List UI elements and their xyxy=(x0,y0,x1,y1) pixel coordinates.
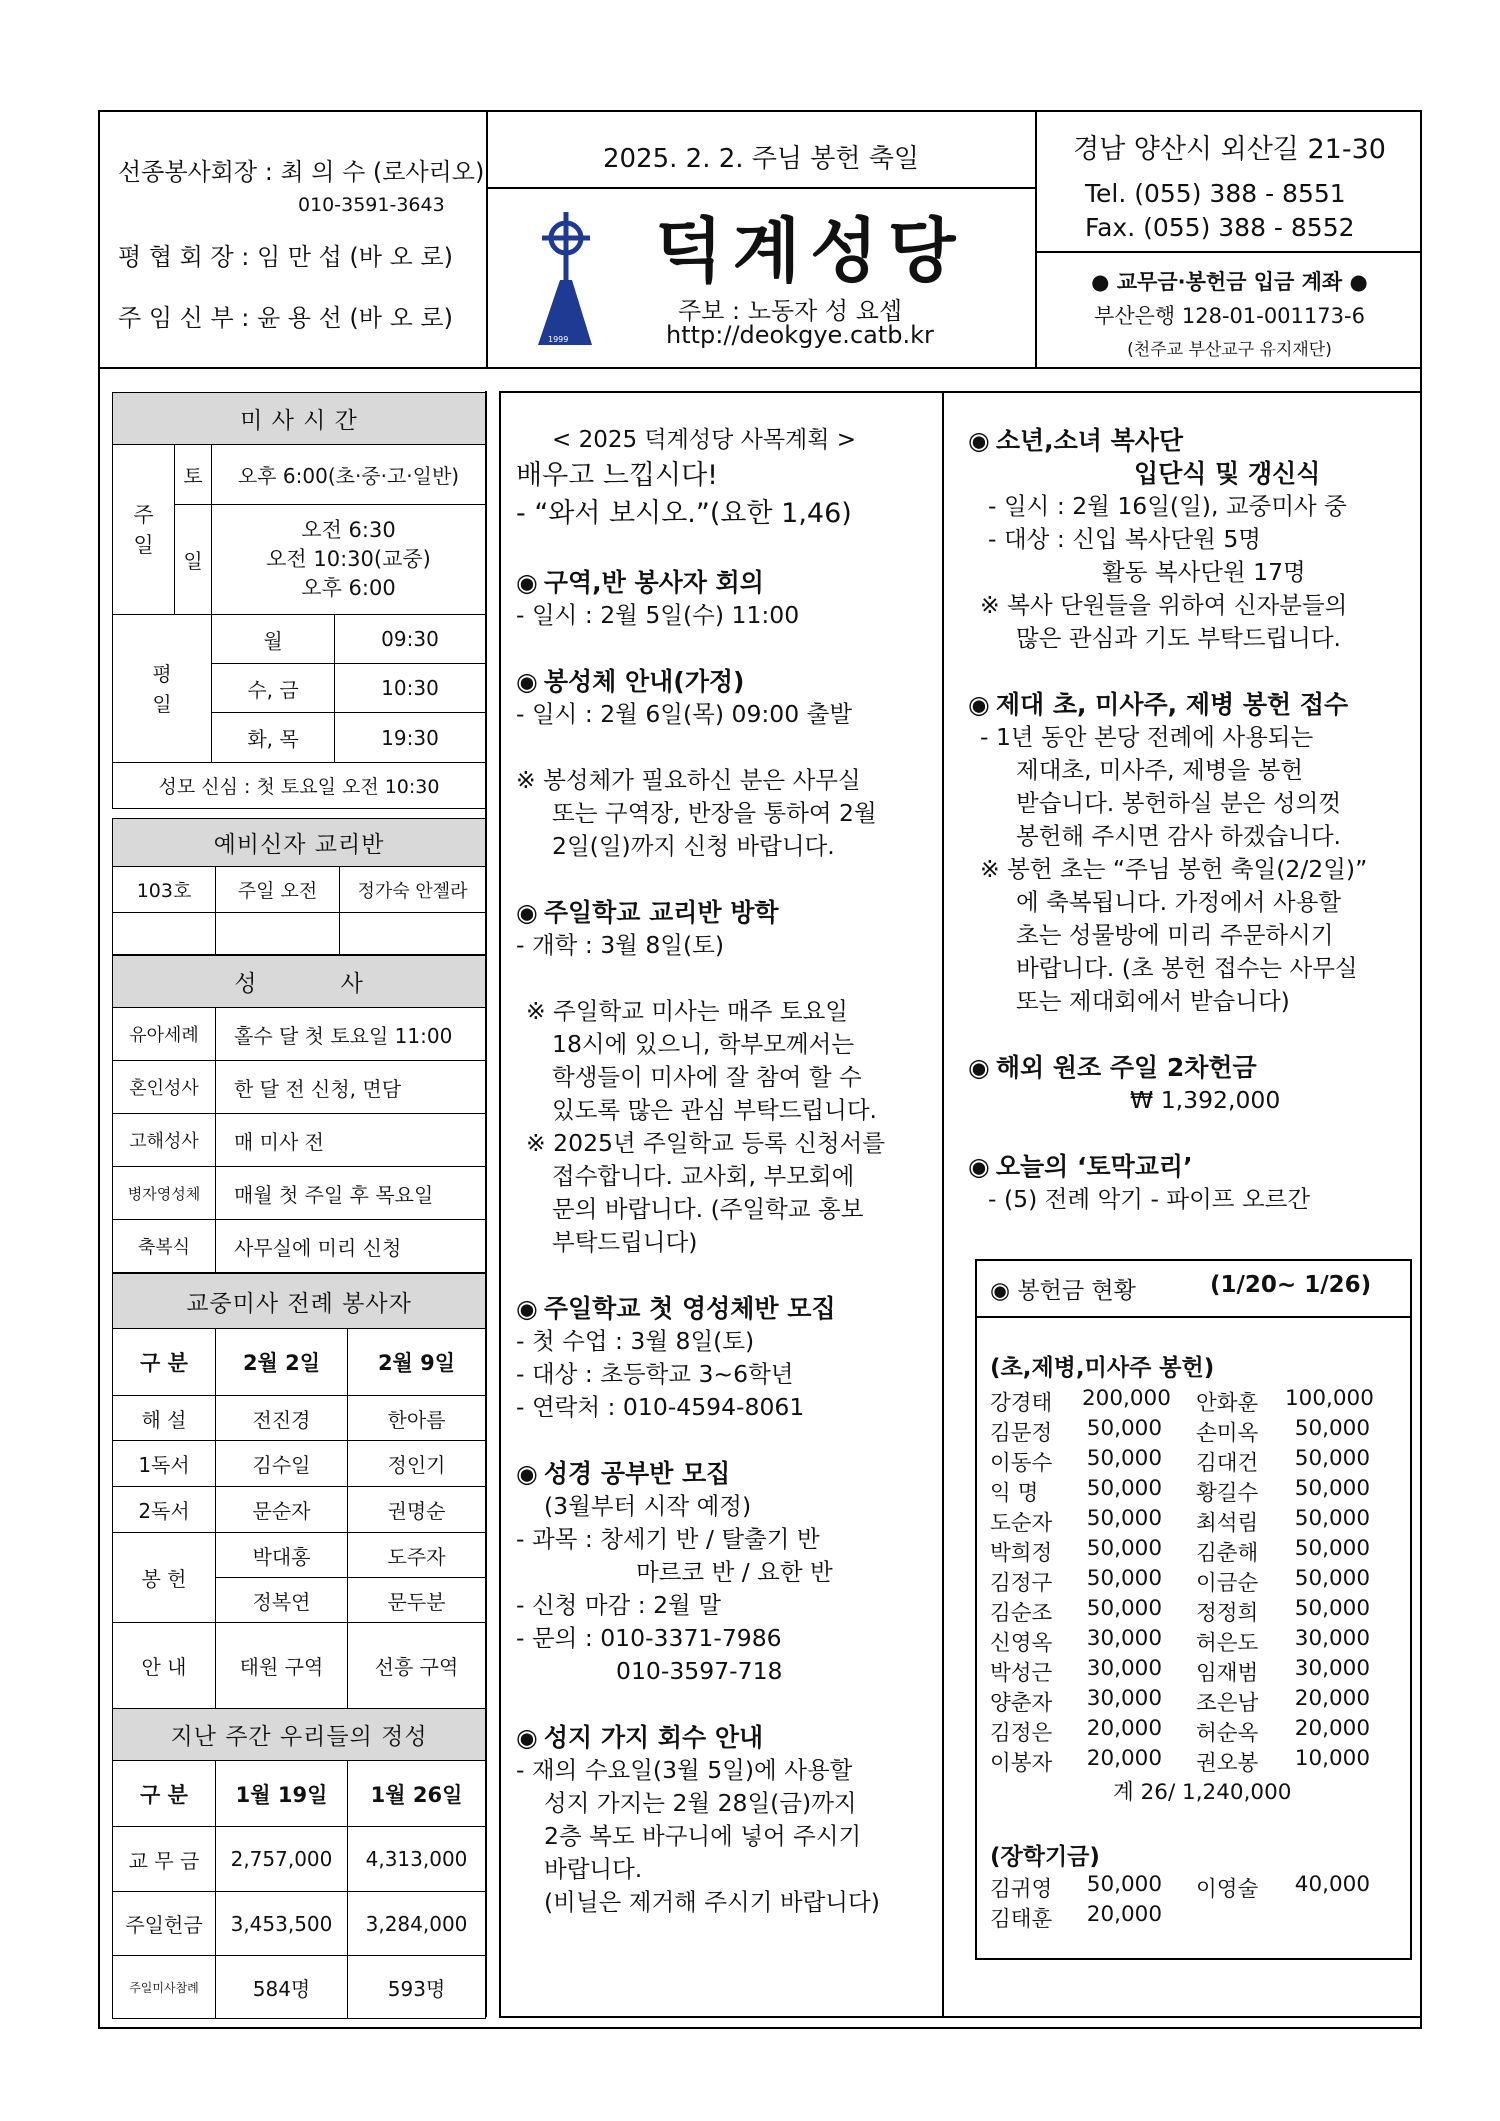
note-line: 문의 바랍니다. (주일학교 홍보 xyxy=(552,1195,864,1223)
bible-study-line: (3월부터 시작 예정) xyxy=(544,1492,752,1520)
server-role: 봉 헌 xyxy=(113,1533,216,1623)
sacrament-name: 유아세례 xyxy=(113,1008,216,1061)
account-holder: (천주교 부산교구 유지재단) xyxy=(1127,340,1332,360)
date-underline xyxy=(487,187,1035,189)
bulletin-date: 2025. 2. 2. 주님 봉헌 축일 xyxy=(602,144,920,174)
sunday-school-title: ◉ 주일학교 교리반 방학 xyxy=(516,896,936,929)
account-title: ● 교무금·봉헌금 입금 계좌 ● xyxy=(1091,270,1368,294)
donor-amount: 30,000 xyxy=(1294,1626,1370,1651)
note-line: 있도록 많은 관심 부탁드립니다. xyxy=(552,1096,877,1124)
note-line: ※ 봉헌 초는 “주님 봉헌 축일(2/2일)” xyxy=(980,855,1368,883)
donor-amount: 30,000 xyxy=(1086,1656,1162,1681)
bible-study-line: - 과목 : 창세기 반 / 탈출기 반 xyxy=(516,1525,820,1553)
catechumen-time: 주일 오전 xyxy=(216,867,340,913)
pastoral-plan-title: < 2025 덕계성당 사목계획 > xyxy=(552,427,857,453)
donor-name: 이동수 xyxy=(990,1451,1053,1476)
donor-name: 박희정 xyxy=(990,1541,1053,1566)
candle-offering-line: - 1년 동안 본당 전례에 사용되는 xyxy=(980,723,1314,751)
donor-name: 권오봉 xyxy=(1196,1751,1259,1776)
chair-phone: 010-3591-3643 xyxy=(298,194,445,216)
donor-name: 황길수 xyxy=(1196,1481,1259,1506)
sunday-day-label: 일 xyxy=(175,505,212,615)
offering-period: (1/20~ 1/26) xyxy=(1210,1272,1372,1298)
altar-servers-title-2: 입단식 및 갱신식 xyxy=(1134,459,1321,488)
sacraments-title: 성 사 xyxy=(113,956,486,1008)
server-name: 선흥 구역 xyxy=(348,1623,486,1709)
note-line: 초는 성물방에 미리 주문하시기 xyxy=(1016,921,1334,949)
empty-cell xyxy=(216,913,340,955)
scholar-amount: 40,000 xyxy=(1294,1872,1370,1897)
scholar-name: 이영술 xyxy=(1196,1877,1259,1902)
donor-name: 조은남 xyxy=(1196,1691,1259,1716)
right-col-border xyxy=(942,391,944,2017)
meeting-date: - 일시 : 2월 5일(수) 11:00 xyxy=(516,601,800,629)
offering-section-1: (초,제병,미사주 봉헌) xyxy=(990,1355,1215,1381)
liturgy-servers-table xyxy=(112,1273,486,1709)
donor-name: 김대건 xyxy=(1196,1451,1259,1476)
servers-header: 2월 2일 xyxy=(216,1329,348,1396)
sacrament-desc: 사무실에 미리 신청 xyxy=(216,1220,486,1273)
weekday-time: 09:30 xyxy=(335,615,486,664)
contrib-value: 584명 xyxy=(216,1956,348,2019)
weekday-day: 월 xyxy=(212,615,335,664)
server-name: 문두분 xyxy=(348,1578,486,1623)
church-logo xyxy=(530,210,602,348)
donor-amount: 10,000 xyxy=(1294,1746,1370,1771)
first-communion-line: - 첫 수업 : 3월 8일(토) xyxy=(516,1327,755,1355)
donor-name: 안화훈 xyxy=(1196,1391,1259,1416)
patron-saint: 주보 : 노동자 성 요셉 xyxy=(678,297,903,325)
body-bottom-line xyxy=(499,2016,1422,2018)
donor-name: 허은도 xyxy=(1196,1631,1259,1656)
donor-name: 이금순 xyxy=(1196,1571,1259,1596)
donor-name: 김문정 xyxy=(990,1421,1053,1446)
note-line: ※ 주일학교 미사는 매주 토요일 xyxy=(526,997,848,1025)
note-line: ※ 2025년 주일학교 등록 신청서를 xyxy=(526,1129,886,1157)
bible-study-line: - 문의 : 010-3371-7986 xyxy=(516,1624,782,1652)
scholar-amount: 20,000 xyxy=(1086,1902,1162,1927)
sacrament-name: 축복식 xyxy=(113,1220,216,1273)
server-name: 정인기 xyxy=(348,1441,486,1487)
sunday-label: 주 일 xyxy=(113,445,175,615)
mid-col-border xyxy=(499,391,501,2017)
donor-amount: 50,000 xyxy=(1294,1416,1370,1441)
sacrament-name: 병자영성체 xyxy=(113,1167,216,1220)
catechumen-room: 103호 xyxy=(113,867,216,913)
note-line: 2일(일)까지 신청 바랍니다. xyxy=(552,832,835,860)
bullet-icon: ◉ xyxy=(990,1278,1018,1304)
contributions-table xyxy=(112,1708,486,2019)
sacrament-desc: 매 미사 전 xyxy=(216,1114,486,1167)
sacrament-desc: 홀수 달 첫 토요일 11:00 xyxy=(216,1008,486,1061)
catechesis-line: - (5) 전례 악기 - 파이프 오르간 xyxy=(988,1185,1311,1213)
donor-name: 손미옥 xyxy=(1196,1421,1259,1446)
server-name: 태원 구역 xyxy=(216,1623,348,1709)
donor-amount: 50,000 xyxy=(1294,1476,1370,1501)
donor-name: 도순자 xyxy=(990,1511,1053,1536)
sacrament-name: 고해성사 xyxy=(113,1114,216,1167)
note-line: 접수합니다. 교사회, 부모회에 xyxy=(552,1162,855,1190)
server-name: 권명순 xyxy=(348,1487,486,1533)
offering-total: 계 26/ 1,240,000 xyxy=(1113,1780,1292,1805)
donor-amount: 50,000 xyxy=(1294,1596,1370,1621)
pastoral-verse: - “와서 보시오.”(요한 1,46) xyxy=(516,498,852,529)
scholar-name: 김귀영 xyxy=(990,1877,1053,1902)
note-line: 바랍니다. (초 봉헌 접수는 사무실 xyxy=(1016,954,1358,982)
body-top-line xyxy=(499,391,1422,393)
weekday-day: 화, 목 xyxy=(212,713,335,763)
palm-return-line: (비닐은 제거해 주시기 바랍니다) xyxy=(544,1888,880,1916)
website-link[interactable]: http://deokgye.catb.kr xyxy=(666,321,934,349)
server-name: 김수일 xyxy=(216,1441,348,1487)
donor-name: 익 명 xyxy=(990,1481,1039,1506)
sunday-time-3: 오후 6:00 xyxy=(301,576,396,600)
server-name: 정복연 xyxy=(216,1578,348,1623)
donor-name: 정정희 xyxy=(1196,1601,1259,1626)
first-communion-line: - 연락처 : 010-4594-8061 xyxy=(516,1393,805,1421)
servers-title: 교중미사 전례 봉사자 xyxy=(113,1274,486,1329)
contrib-header: 1월 26일 xyxy=(348,1761,486,1827)
contrib-value: 4,313,000 xyxy=(348,1827,486,1892)
donor-amount: 50,000 xyxy=(1086,1596,1162,1621)
altar-servers-line: - 대상 : 신입 복사단원 5명 xyxy=(988,525,1262,553)
note-line: 부탁드립니다) xyxy=(552,1228,698,1256)
donor-amount: 50,000 xyxy=(1294,1506,1370,1531)
fax-number: Fax. (055) 388 - 8552 xyxy=(1085,213,1355,242)
donor-name: 허순옥 xyxy=(1196,1721,1259,1746)
contrib-name: 주일미사참례 xyxy=(113,1956,216,2019)
empty-cell xyxy=(113,913,216,955)
first-communion-line: - 대상 : 초등학교 3~6학년 xyxy=(516,1360,794,1388)
offering-status-title xyxy=(990,1272,1136,1305)
candle-offering-line: 봉헌해 주시면 감사 하겠습니다. xyxy=(1016,822,1341,850)
weekday-time: 10:30 xyxy=(335,664,486,713)
candle-offering-line: 받습니다. 봉헌하실 분은 성의껏 xyxy=(1016,789,1341,817)
donor-amount: 20,000 xyxy=(1086,1716,1162,1741)
candle-offering-title: ◉ 제대 초, 미사주, 제병 봉헌 접수 xyxy=(968,688,1418,721)
saturday-time: 오후 6:00(초·중·고·일반) xyxy=(212,445,486,505)
note-line: 또는 구역장, 반장을 통하여 2월 xyxy=(552,799,877,827)
marian-devotion: 성모 신심 : 첫 토요일 오전 10:30 xyxy=(113,763,486,809)
palm-return-line: 바랍니다. xyxy=(544,1855,643,1883)
donor-amount: 20,000 xyxy=(1086,1746,1162,1771)
contrib-header: 구 분 xyxy=(113,1761,216,1827)
donor-amount: 50,000 xyxy=(1086,1416,1162,1441)
server-name: 한아름 xyxy=(348,1396,486,1441)
donor-name: 강경태 xyxy=(990,1391,1053,1416)
mass-title: 미 사 시 간 xyxy=(113,393,486,445)
sacrament-desc: 한 달 전 신청, 면담 xyxy=(216,1061,486,1114)
home-communion-title: ◉ 봉성체 안내(가정) xyxy=(516,665,936,698)
church-address: 경남 양산시 외산길 21-30 xyxy=(1073,134,1386,165)
donor-name: 김춘해 xyxy=(1196,1541,1259,1566)
church-name: 덕계성당 xyxy=(655,209,966,292)
note-line: 또는 제대회에서 받습니다) xyxy=(1016,987,1290,1015)
donor-amount: 20,000 xyxy=(1294,1716,1370,1741)
donor-name: 김정구 xyxy=(990,1571,1053,1596)
catechumen-table xyxy=(112,818,486,955)
server-name: 도주자 xyxy=(348,1533,486,1578)
donor-amount: 50,000 xyxy=(1086,1476,1162,1501)
contrib-value: 593명 xyxy=(348,1956,486,2019)
sunday-times xyxy=(212,505,486,615)
sunday-school-open: - 개학 : 3월 8일(토) xyxy=(516,931,725,959)
donor-amount: 200,000 xyxy=(1082,1386,1171,1411)
scholar-amount: 50,000 xyxy=(1086,1872,1162,1897)
weekday-label: 평 일 xyxy=(113,615,212,763)
donor-name: 신영옥 xyxy=(990,1631,1053,1656)
note-line: 18시에 있으니, 학부모께서는 xyxy=(552,1030,855,1058)
donor-amount: 50,000 xyxy=(1294,1536,1370,1561)
servers-header: 구 분 xyxy=(113,1329,216,1396)
server-role: 1독서 xyxy=(113,1441,216,1487)
council-president: 평 협 회 장 : 임 만 섭 (바 오 로) xyxy=(118,243,453,271)
donor-name: 박성근 xyxy=(990,1661,1053,1686)
catechumen-teacher: 정가숙 안젤라 xyxy=(340,867,486,913)
pastor: 주 임 신 부 : 윤 용 선 (바 오 로) xyxy=(118,304,453,332)
sacrament-name: 혼인성사 xyxy=(113,1061,216,1114)
server-role: 2독서 xyxy=(113,1487,216,1533)
altar-servers-line: 활동 복사단원 17명 xyxy=(1102,558,1306,586)
right-column xyxy=(968,424,1418,1216)
middle-column xyxy=(516,424,936,1919)
donor-name: 김정은 xyxy=(990,1721,1053,1746)
sacraments-table xyxy=(112,955,486,1273)
donor-amount: 30,000 xyxy=(1086,1686,1162,1711)
altar-servers-title: ◉ 소년,소녀 복사단 xyxy=(968,424,1418,457)
donor-amount: 100,000 xyxy=(1285,1386,1374,1411)
donor-name: 김순조 xyxy=(990,1601,1053,1626)
weekday-day: 수, 금 xyxy=(212,664,335,713)
contrib-value: 3,453,500 xyxy=(216,1892,348,1956)
palm-return-line: - 재의 수요일(3월 5일)에 사용할 xyxy=(516,1756,853,1784)
servers-header: 2월 9일 xyxy=(348,1329,486,1396)
donor-amount: 50,000 xyxy=(1086,1536,1162,1561)
donor-amount: 50,000 xyxy=(1294,1446,1370,1471)
donor-amount: 50,000 xyxy=(1294,1566,1370,1591)
sunday-time-2: 오전 10:30(교중) xyxy=(266,547,431,571)
catechumen-title: 예비신자 교리반 xyxy=(113,819,486,867)
contributions-title: 지난 주간 우리들의 정성 xyxy=(113,1709,486,1761)
donor-name: 최석림 xyxy=(1196,1511,1259,1536)
donor-name: 이봉자 xyxy=(990,1751,1053,1776)
palm-return-line: 성지 가지는 2월 28일(금)까지 xyxy=(544,1789,857,1817)
donor-amount: 50,000 xyxy=(1086,1446,1162,1471)
bible-study-line: - 신청 마감 : 2월 말 xyxy=(516,1591,721,1619)
offering-section-2: (장학기금) xyxy=(990,1844,1100,1870)
altar-servers-line: - 일시 : 2월 16일(일), 교중미사 중 xyxy=(988,492,1347,520)
logo-year: 1999 xyxy=(548,335,569,344)
donor-amount: 50,000 xyxy=(1086,1566,1162,1591)
mass-times-table xyxy=(112,392,486,809)
account-number: 부산은행 128-01-001173-6 xyxy=(1094,304,1365,328)
contrib-value: 2,757,000 xyxy=(216,1827,348,1892)
palm-return-line: 2층 복도 바구니에 넣어 주시기 xyxy=(544,1822,862,1850)
chair-line: 선종봉사회장 : 최 의 수 (로사리오) xyxy=(118,158,485,186)
scholar-name: 김태훈 xyxy=(990,1907,1053,1932)
overseas-aid-amount: ₩ 1,392,000 xyxy=(1130,1086,1281,1114)
bible-study-line: 마르코 반 / 요한 반 xyxy=(636,1558,833,1586)
palm-return-title: ◉ 성지 가지 회수 안내 xyxy=(516,1721,936,1754)
donor-amount: 20,000 xyxy=(1294,1686,1370,1711)
saturday-label: 토 xyxy=(175,445,212,505)
tel-number: Tel. (055) 388 - 8551 xyxy=(1085,179,1346,208)
header-right-divider xyxy=(1035,251,1422,253)
note-line: 학생들이 미사에 잘 참여 할 수 xyxy=(552,1063,862,1091)
server-role: 해 설 xyxy=(113,1396,216,1441)
donor-amount: 30,000 xyxy=(1294,1656,1370,1681)
home-communion-date: - 일시 : 2월 6일(목) 09:00 출발 xyxy=(516,700,853,728)
contrib-name: 주일헌금 xyxy=(113,1892,216,1956)
empty-cell xyxy=(340,913,486,955)
note-line: 에 축복됩니다. 가정에서 사용할 xyxy=(1016,888,1341,916)
sunday-time-1: 오전 6:30 xyxy=(301,518,396,542)
server-name: 박대홍 xyxy=(216,1533,348,1578)
server-name: 전진경 xyxy=(216,1396,348,1441)
donor-name: 양춘자 xyxy=(990,1691,1053,1716)
note-line: ※ 봉성체가 필요하신 분은 사무실 xyxy=(516,766,861,794)
first-communion-title: ◉ 주일학교 첫 영성체반 모집 xyxy=(516,1292,936,1325)
weekday-time: 19:30 xyxy=(335,713,486,763)
donor-amount: 50,000 xyxy=(1086,1506,1162,1531)
offering-title-text: 봉헌금 현황 xyxy=(1017,1278,1136,1304)
server-role: 안 내 xyxy=(113,1623,216,1709)
bible-study-title: ◉ 성경 공부반 모집 xyxy=(516,1457,936,1490)
candle-offering-line: 제대초, 미사주, 제병을 봉헌 xyxy=(1016,756,1304,784)
bible-study-line: 010-3597-718 xyxy=(616,1657,783,1685)
contrib-name: 교 무 금 xyxy=(113,1827,216,1892)
server-name: 문순자 xyxy=(216,1487,348,1533)
header-divider xyxy=(98,367,1422,369)
pastoral-motto: 배우고 느낍시다! xyxy=(516,460,718,491)
donor-amount: 30,000 xyxy=(1086,1626,1162,1651)
sacrament-desc: 매월 첫 주일 후 목요일 xyxy=(216,1167,486,1220)
overseas-aid-title: ◉ 해외 원조 주일 2차헌금 xyxy=(968,1051,1418,1084)
catechesis-title: ◉ 오늘의 ‘토막교리’ xyxy=(968,1150,1418,1183)
contrib-header: 1월 19일 xyxy=(216,1761,348,1827)
note-line: 많은 관심과 기도 부탁드립니다. xyxy=(1016,624,1341,652)
offering-box-divider xyxy=(975,1316,1412,1318)
meeting-title: ◉ 구역,반 봉사자 회의 xyxy=(516,566,936,599)
contrib-value: 3,284,000 xyxy=(348,1892,486,1956)
note-line: ※ 복사 단원들을 위하여 신자분들의 xyxy=(980,591,1348,619)
donor-name: 임재범 xyxy=(1196,1661,1259,1686)
